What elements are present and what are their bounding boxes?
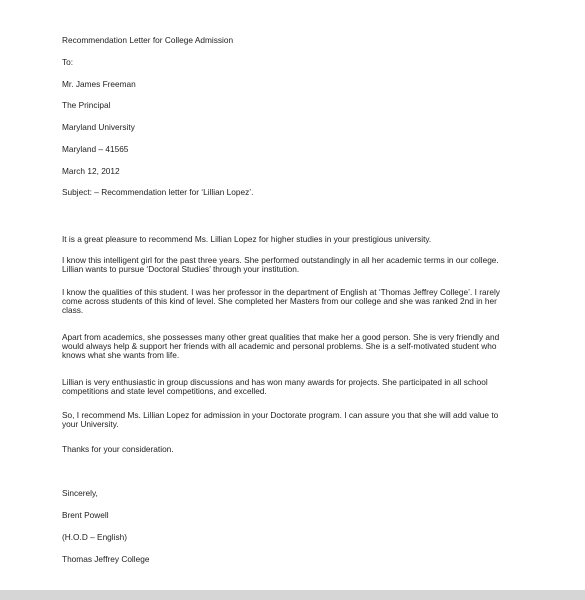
paragraph-line: class.	[62, 305, 84, 315]
paragraph-3	[62, 288, 500, 315]
paragraph-7	[62, 445, 174, 454]
paragraph-2	[62, 256, 499, 274]
paragraph-line: Lillian is very enthusiastic in group discussions and has won many awards for projects. She participated in all school	[62, 377, 488, 387]
paragraph-line: I know the qualities of this student. I was her professor in the department of English at ‘Thomas Jeffrey College’. I rarely	[62, 287, 500, 297]
paragraph-line: So, I recommend Ms. Lillian Lopez for admission in your Doctorate program. I can assure you that she will add value to	[62, 410, 499, 420]
closing: Sincerely,	[62, 488, 98, 498]
paragraph-line: come across students of this kind of level. She completed her Masters from our college and she was ranked 2nd in her	[62, 296, 497, 306]
letter-subject: Subject: – Recommendation letter for ‘Lillian Lopez’.	[62, 187, 254, 197]
recipient-org: Maryland University	[62, 122, 135, 132]
recipient-name: Mr. James Freeman	[62, 79, 136, 89]
letter-date: March 12, 2012	[62, 166, 120, 176]
page-bottom-gap	[0, 590, 585, 600]
letter-title: Recommendation Letter for College Admission	[62, 35, 234, 45]
paragraph-6	[62, 411, 498, 429]
signer-title: (H.O.D – English)	[62, 532, 128, 542]
paragraph-1	[62, 235, 431, 244]
signer-org: Thomas Jeffrey College	[62, 554, 150, 564]
paragraph-line: competitions and state level competitions, and excelled.	[62, 386, 267, 396]
recipient-title: The Principal	[62, 100, 111, 110]
paragraph-line: Apart from academics, she possesses many other great qualities that make her a good person. She is very friendly and	[62, 332, 500, 342]
signer-name: Brent Powell	[62, 510, 109, 520]
paragraph-line: It is a great pleasure to recommend Ms. Lillian Lopez for higher studies in your prestigious university.	[62, 234, 432, 244]
paragraph-line: would always help & support her friends with all academic and personal problems. She is a self-motivated student who	[62, 341, 497, 351]
paragraph-4	[62, 333, 499, 360]
paragraph-line: your University.	[62, 419, 119, 429]
recipient-address: Maryland – 41565	[62, 144, 129, 154]
paragraph-line: Lillian wants to pursue ‘Doctoral Studies’ through your institution.	[62, 264, 300, 274]
paragraph-line: I know this intelligent girl for the past three years. She performed outstandingly in all her academic terms in our college.	[62, 255, 499, 265]
to-label: To:	[62, 57, 74, 67]
paragraph-line: knows what she wants from life.	[62, 350, 180, 360]
paragraph-5	[62, 378, 488, 396]
paragraph-line: Thanks for your consideration.	[62, 444, 174, 454]
